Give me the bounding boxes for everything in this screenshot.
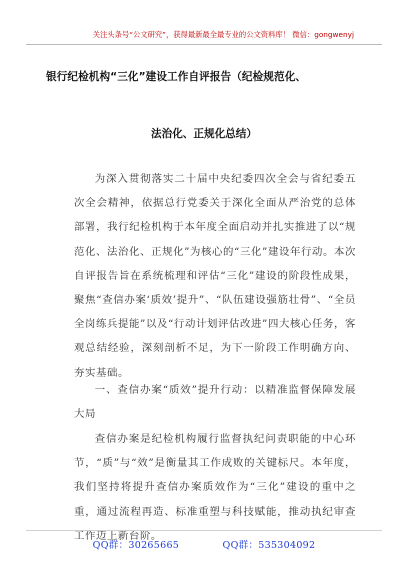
- body-paragraph-intro: 为深入贯彻落实二十届中央纪委四次全会与省纪委五次全会精神，依据总行党委关于深化全面从严治党的总体部署，我行纪检机构于本年度全面启动并扎实推进了以“规范化、法治化、正规化”为核心的“三化”建设年行动。本次自评报告旨在系统梳理和评估“三化”建设的阶段性成果，聚焦“查信办案‘质效’提升”、“队伍建设强筋壮骨”、“全员全岗练兵提能”以及“行动计划评估改进”四大核心任务，客观总结经验，深刻剖析不足，为下一阶段工作明确方向、夯实基础。: [74, 173, 356, 379]
- page-header: [26, 8, 382, 45]
- section-heading-1: 一、查信办案“质效”提升行动：以精准监督保障发展大局: [74, 384, 356, 421]
- footer-qq-group-1: QQ群：30265665: [92, 540, 180, 551]
- page-footer: [26, 530, 382, 561]
- header-notice: 关注头条号“公文研究”，获得最新最全最专业的公文资料库！ 微信：gongwenyj: [92, 30, 354, 39]
- footer-qq-group-2: QQ群：535304092: [222, 540, 316, 551]
- body-paragraph-section-1: 查信办案是纪检机构履行监督执纪问责职能的中心环节，“质”与“效”是衡量其工作成败的关键标尺。本年度，我们坚持将提升查信办案质效作为“三化”建设的重中之重，通过流程再造、标准重塑与科技赋能，推动执纪审查工作迈上新台阶。: [74, 433, 356, 542]
- document-title-line-1: 银行纪检机构“三化”建设工作自评报告（纪检规范化、: [46, 71, 307, 83]
- footer-contacts: [26, 537, 382, 551]
- document-title-line-2: 法治化、正规化总结）: [151, 128, 257, 140]
